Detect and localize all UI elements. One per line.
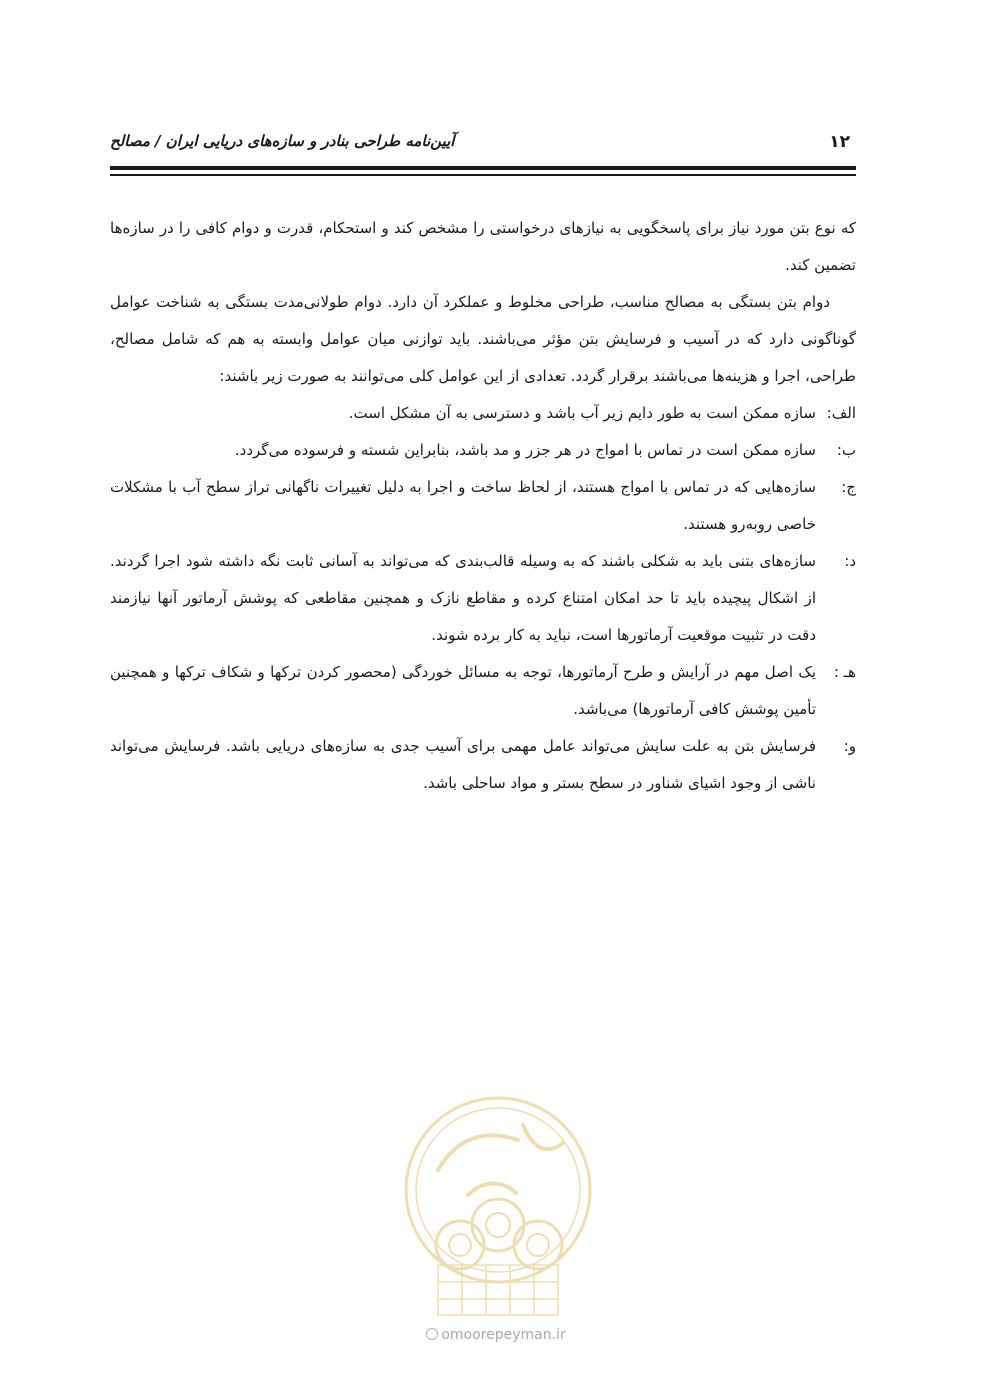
running-title: آیین‌نامه طراحی بنادر و سازه‌های دریایی ایران / مصالح — [110, 132, 455, 150]
paragraph-2: دوام بتن بستگی به مصالح مناسب، طراحی مخلوط و عملکرد آن دارد. دوام طولانی‌مدت بستگی به شناخت عوامل گوناگونی دارد که در آسیب و فرسایش بتن مؤثر می‌باشند. باید توازنی میان عوامل وابسته به هم که شامل مصالح، طراحی، اجرا و هزینه‌ها می‌باشند برقرار گردد. تعدادی از این عوامل کلی می‌توانند به صورت زیر باشند: — [110, 293, 856, 385]
list-item-text: سازه‌هایی که در تماس با امواج هستند، از لحاظ ساخت و اجرا به دلیل تغییرات ناگهانی تراز سطح آب با مشکلات خاصی روبه‌رو هستند. — [110, 478, 816, 533]
list-marker: و: — [843, 737, 856, 755]
watermark-logo — [398, 1095, 598, 1320]
list-marker: هـ : — [833, 663, 856, 681]
header-rule-thick — [110, 166, 856, 170]
list-item-text: یک اصل مهم در آرایش و طرح آرماتورها، توجه به مسائل خوردگی (محصور کردن ترکها و شکاف ترکها و همچنین تأمین پوشش کافی آرماتورها) می‌باشد. — [110, 663, 816, 718]
list-item-dal — [110, 543, 856, 654]
globe-icon — [426, 1328, 438, 1340]
factor-list — [110, 395, 856, 802]
paragraph-1: که نوع بتن مورد نیاز برای پاسخگویی به نیازهای درخواستی را مشخص کند و استحکام، قدرت و دوام کافی را در سازه‌ها تضمین کند. — [110, 219, 856, 274]
list-item-alef — [110, 395, 856, 432]
watermark-logo-icon — [398, 1095, 598, 1320]
list-item-text: سازه‌های بتنی باید به شکلی باشند که به وسیله قالب‌بندی که می‌تواند به آسانی ثابت نگه داشته شود اجرا گردند. از اشکال پیچیده باید تا حد امکان امتناع کرده و مقاطع نازک و همچنین مقاطعی که پوشش آرماتور آنها نیازمند دقت در تثبیت موقعیت آرماتورها است، نباید به کار برده شوند. — [110, 552, 816, 644]
list-marker: ب: — [836, 441, 856, 459]
list-item-vav — [110, 728, 856, 802]
list-item-be — [110, 432, 856, 469]
list-marker: د: — [844, 552, 856, 570]
list-item-text: سازه ممکن است در تماس با امواج در هر جزر و مد باشد، بنابراین شسته و فرسوده می‌گردد. — [234, 441, 816, 459]
list-item-he — [110, 654, 856, 728]
list-marker: الف: — [826, 404, 856, 422]
watermark-website — [396, 1327, 596, 1343]
watermark-website-text: omoorepeyman.ir — [441, 1327, 566, 1343]
list-item-text: سازه ممکن است به طور دایم زیر آب باشد و دسترسی به آن مشکل است. — [348, 404, 816, 422]
list-marker: ج: — [841, 478, 856, 496]
page-number: ۱۲ — [829, 132, 850, 152]
list-item-jim — [110, 469, 856, 543]
list-item-text: فرسایش بتن به علت سایش می‌تواند عامل مهمی برای آسیب جدی به سازه‌های دریایی باشد. فرسایش می‌تواند ناشی از وجود اشیای شناور در سطح بستر و مواد ساحلی باشد. — [110, 737, 816, 792]
header-rule-thin — [110, 174, 856, 176]
body-text — [110, 210, 856, 802]
